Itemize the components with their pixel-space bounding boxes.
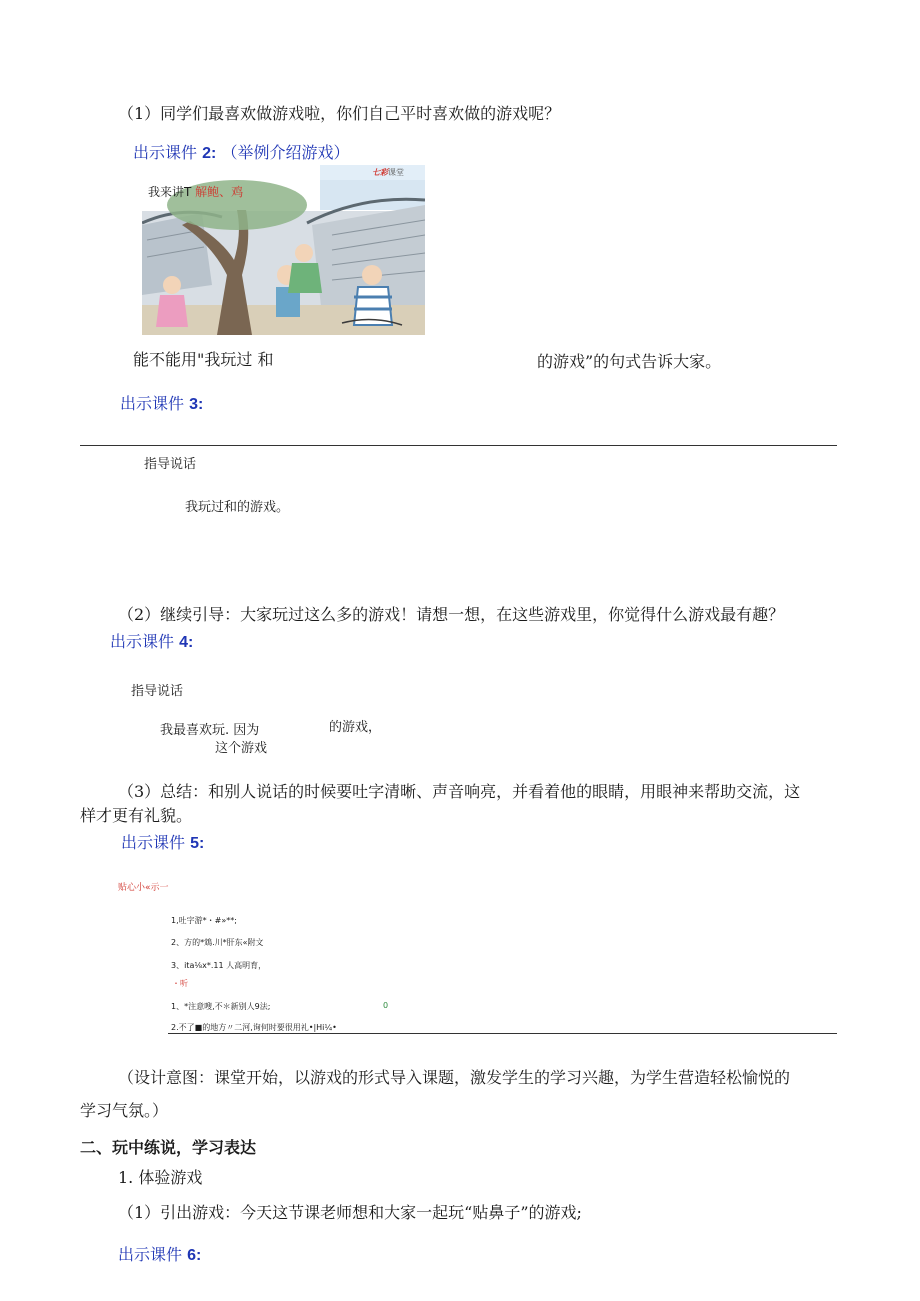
item-1: 1. 体验游戏 xyxy=(118,1168,203,1187)
tip-item: 2、方的*鴆.川*肝东«附文 xyxy=(171,938,264,947)
tip-item: 1,吐字游*・#»**; xyxy=(171,916,237,925)
game-illustration xyxy=(142,165,425,335)
courseware-4-label xyxy=(110,629,193,652)
question-line-right: 的游戏”的句式告诉大家。 xyxy=(537,352,722,371)
courseware-label: 出示课件 xyxy=(118,1245,183,1264)
design-intent-line-1: （设计意图：课堂开始，以游戏的形式导入课题，激发学生的学习兴趣，为学生营造轻松愉悦的 xyxy=(118,1068,791,1087)
tip-item: ・听 xyxy=(172,979,188,988)
paragraph-3-line-1: （3）总结：和别人说话的时候要吐字清晰、声音响亮，并看着他的眼睛，用眼神来帮助交流，这 xyxy=(118,782,801,801)
guide-sentence-4a: 我最喜欢玩. 因为 xyxy=(160,723,260,738)
courseware-3-label xyxy=(120,391,203,414)
courseware-number: 3: xyxy=(189,396,204,413)
tips-title: 贴心小«示一 xyxy=(118,883,169,893)
guide-title-4: 指导说话 xyxy=(131,683,184,698)
item-1-1: （1）引出游戏：今天这节课老师想和大家一起玩“贴鼻子”的游戏; xyxy=(118,1203,582,1222)
slide-caption-red: 解鲍、鸡 xyxy=(195,185,244,199)
tips-divider xyxy=(168,1033,837,1034)
tip-item: 1、*注意嗖,不＊新别人9法; xyxy=(171,1002,271,1011)
courseware-5-label xyxy=(121,830,204,853)
slide-logo: 七彩课堂 xyxy=(372,168,404,177)
courseware-label: 出示课件 xyxy=(121,833,186,852)
guide-sentence-4c: 这个游戏 xyxy=(215,741,268,756)
courseware-number: 2: xyxy=(202,145,217,162)
tip-item: 2.不了■的地方〃二河,询何时要很用礼•|Hi¼• xyxy=(171,1023,337,1032)
courseware-number: 6: xyxy=(187,1247,202,1264)
tip-item: 3、ita⅛x*.11 人高明育， xyxy=(171,961,267,970)
guide-sentence-3: 我玩过和的游戏。 xyxy=(185,500,290,515)
guide-sentence-4b: 的游戏， xyxy=(329,720,382,735)
slide-caption-prefix: 我来讲T xyxy=(148,185,192,199)
courseware-number: 5: xyxy=(190,835,205,852)
courseware-label: 出示课件 xyxy=(133,143,198,162)
courseware-2-label xyxy=(133,140,349,163)
paragraph-2: （2）继续引导：大家玩过这么多的游戏！请想一想，在这些游戏里，你觉得什么游戏最有趣？ xyxy=(118,605,785,624)
paragraph-3-line-2: 样才更有礼貌。 xyxy=(80,806,193,825)
courseware-6-label xyxy=(118,1242,201,1265)
paragraph-1: （1）同学们最喜欢做游戏啦，你们自己平时喜欢做的游戏呢？ xyxy=(118,104,561,123)
tip-green-mark: 0 xyxy=(383,1001,389,1010)
slide-caption xyxy=(148,183,243,200)
courseware-number: 4: xyxy=(179,634,194,651)
question-line-left: 能不能用"我玩过 和 xyxy=(133,350,274,369)
design-intent-line-2: 学习气氛。） xyxy=(80,1101,169,1120)
courseware-label: 出示课件 xyxy=(110,632,175,651)
guide-title-3: 指导说话 xyxy=(144,456,197,471)
courseware-label: 出示课件 xyxy=(120,394,185,413)
courseware-desc: （举例介绍游戏） xyxy=(221,143,350,162)
section-heading-2: 二、玩中练说，学习表达 xyxy=(80,1138,257,1157)
divider xyxy=(80,445,837,446)
